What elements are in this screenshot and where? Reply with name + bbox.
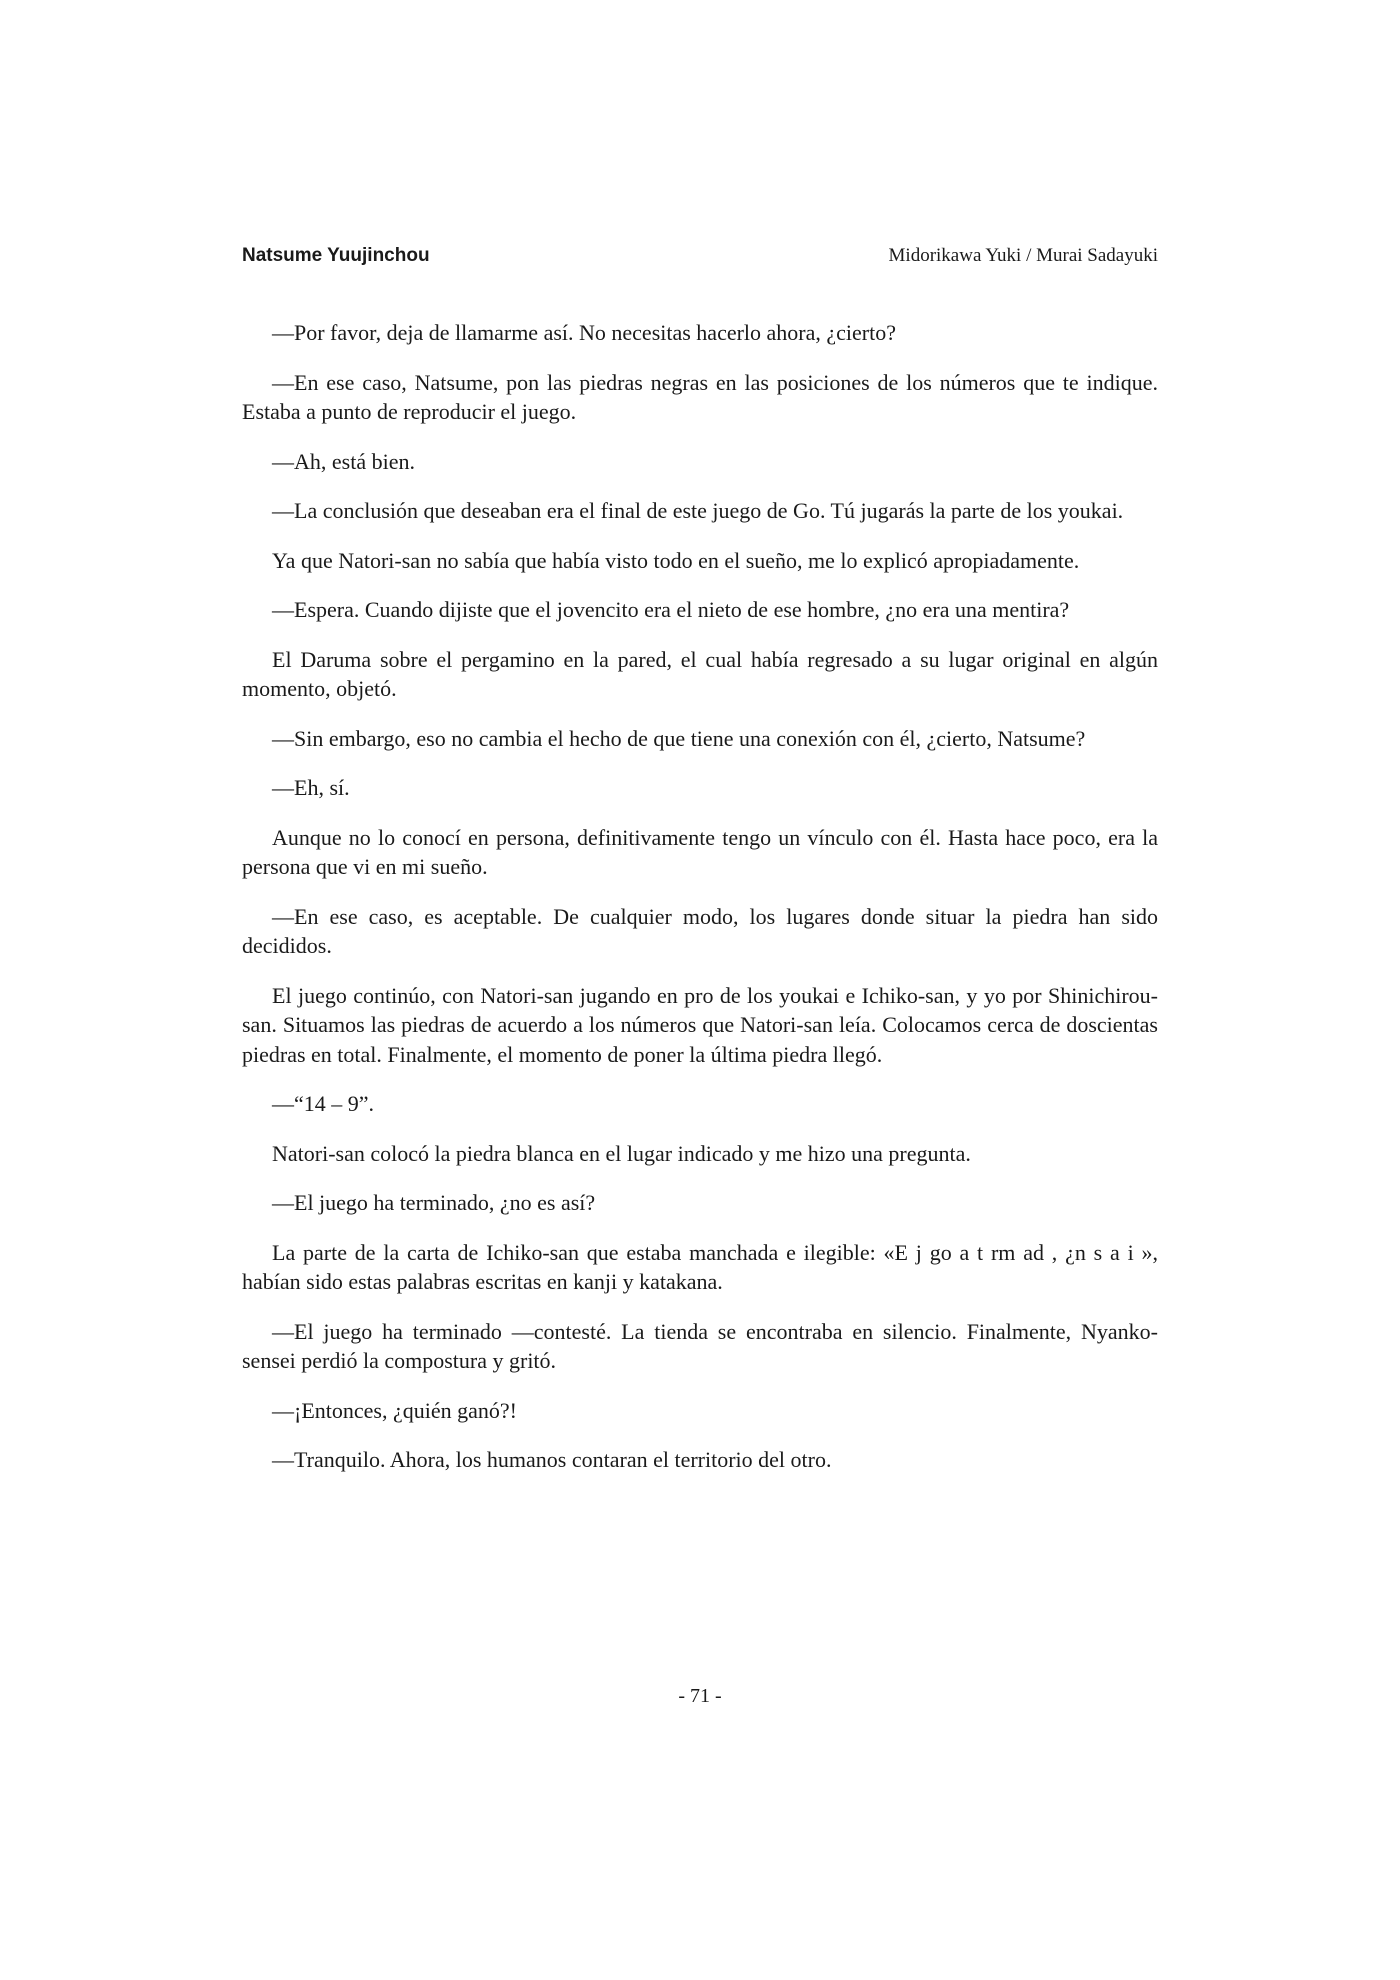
paragraph: Aunque no lo conocí en persona, definitivamente tengo un vínculo con él. Hasta hace poco, era la persona que vi en mi sueño. — [242, 824, 1158, 879]
page-header — [242, 245, 1158, 275]
document-page — [242, 0, 1158, 1980]
book-title: Natsume Yuujinchou — [242, 245, 430, 266]
paragraph: —“14 – 9”. — [272, 1091, 375, 1116]
paragraph: Ya que Natori-san no sabía que había visto todo en el sueño, me lo explicó apropiadamente. — [272, 547, 1080, 573]
paragraph: —El juego ha terminado, ¿no es así? — [272, 1190, 596, 1215]
page-body — [242, 318, 1158, 1495]
paragraph: —El juego ha terminado —contesté. La tienda se encontraba en silencio. Finalmente, Nyanko-sensei perdió la compostura y gritó. — [242, 1318, 1158, 1373]
paragraph: Natori-san colocó la piedra blanca en el lugar indicado y me hizo una pregunta. — [272, 1140, 971, 1166]
page-number: - 71 - — [678, 1685, 722, 1707]
paragraph: —La conclusión que deseaban era el final de este juego de Go. Tú jugarás la parte de los youkai. — [272, 498, 1124, 523]
paragraph: El juego continúo, con Natori-san jugando en pro de los youkai e Ichiko-san, y yo por Shinichirou-san. Situamos las piedras de acuerdo a los números que Natori-san leía. Colocamos cerca de doscientas piedras en total. Finalmente, el momento de poner la última piedra llegó. — [242, 982, 1158, 1067]
paragraph: —Sin embargo, eso no cambia el hecho de que tiene una conexión con él, ¿cierto, Natsume? — [272, 725, 1086, 751]
paragraph: —Espera. Cuando dijiste que el jovencito era el nieto de ese hombre, ¿no era una mentira? — [272, 597, 1070, 622]
paragraph: —En ese caso, es aceptable. De cualquier modo, los lugares donde situar la piedra han sido decididos. — [242, 903, 1158, 958]
paragraph: La parte de la carta de Ichiko-san que estaba manchada e ilegible: «E j go a t rm ad , ¿n s a i », habían sido estas palabras escritas en kanji y katakana. — [242, 1239, 1158, 1294]
authors: Midorikawa Yuki / Murai Sadayuki — [888, 245, 1158, 266]
paragraph: —¡Entonces, ¿quién ganó?! — [272, 1397, 517, 1423]
paragraph: —En ese caso, Natsume, pon las piedras negras en las posiciones de los números que te indique. Estaba a punto de reproducir el juego. — [242, 369, 1158, 424]
paragraph: —Eh, sí. — [272, 775, 350, 800]
paragraph: —Por favor, deja de llamarme así. No necesitas hacerlo ahora, ¿cierto? — [272, 320, 897, 345]
paragraph: —Tranquilo. Ahora, los humanos contaran el territorio del otro. — [272, 1447, 832, 1472]
paragraph: El Daruma sobre el pergamino en la pared, el cual había regresado a su lugar original en algún momento, objetó. — [242, 646, 1158, 701]
paragraph: —Ah, está bien. — [272, 448, 415, 474]
